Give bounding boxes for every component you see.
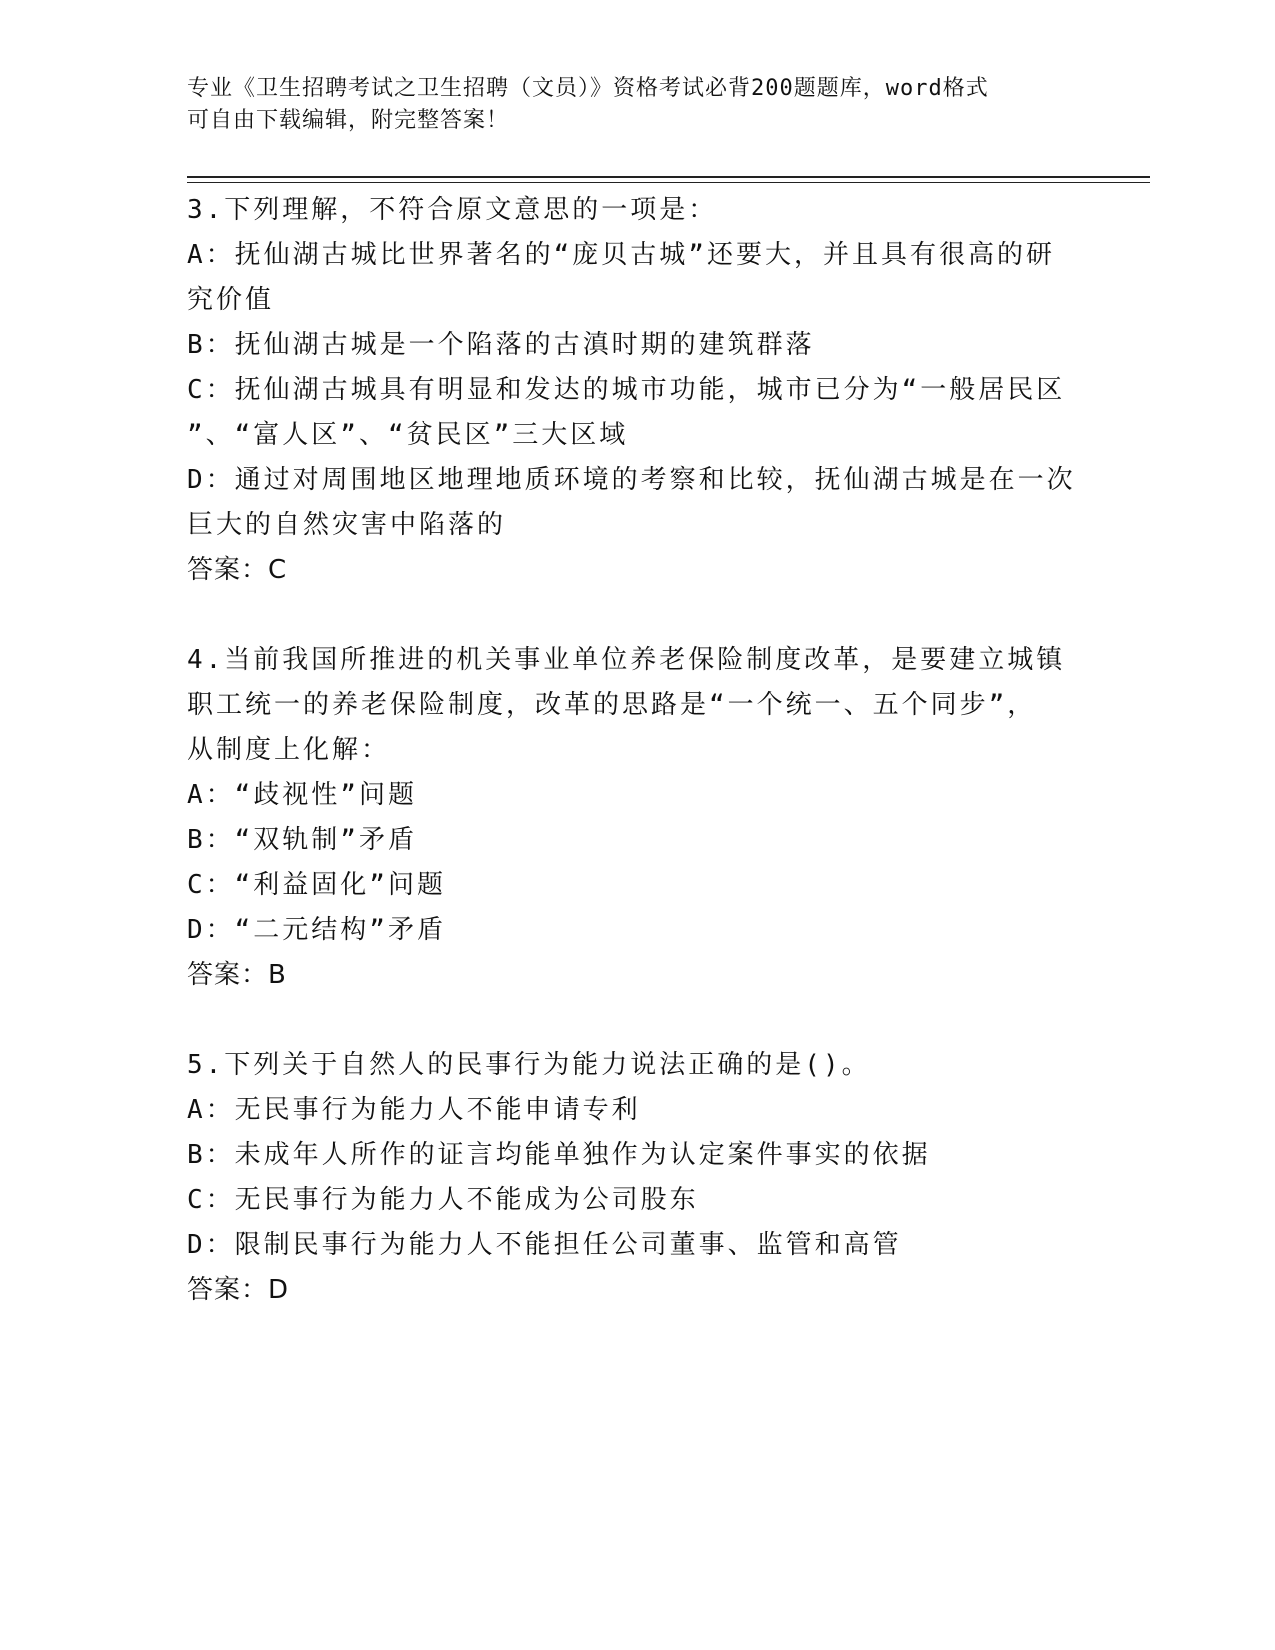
question-stem-continued: 职工统一的养老保险制度，改革的思路是“一个统一、五个同步”，: [187, 690, 1037, 720]
question-5: [187, 1043, 1087, 1313]
header-divider-thin: [187, 182, 1150, 183]
option-b: B：抚仙湖古城是一个陷落的古滇时期的建筑群落: [187, 330, 815, 360]
option-d: D：通过对周围地区地理地质环境的考察和比较，抚仙湖古城是在一次: [187, 465, 1076, 495]
option-a: A：抚仙湖古城比世界著名的“庞贝古城”还要大，并且具有很高的研: [187, 240, 1055, 270]
option-d: D：限制民事行为能力人不能担任公司董事、监管和高管: [187, 1230, 902, 1260]
option-a-continued: 究价值: [187, 285, 275, 315]
option-c-continued: ”、“富人区”、“贫民区”三大区域: [187, 420, 629, 450]
document-header: [187, 73, 1087, 137]
header-line: 专业《卫生招聘考试之卫生招聘（文员）》资格考试必背200题题库，word格式: [187, 76, 989, 101]
option-d: D：“二元结构”矛盾: [187, 915, 446, 945]
question-list: [187, 188, 1087, 1358]
answer-label: 答案：C: [187, 555, 288, 585]
option-a: A：无民事行为能力人不能申请专利: [187, 1095, 641, 1125]
option-c: C：“利益固化”问题: [187, 870, 446, 900]
option-c: C：无民事行为能力人不能成为公司股东: [187, 1185, 699, 1215]
question-stem: 3.下列理解，不符合原文意思的一项是：: [187, 195, 718, 225]
answer-label: 答案：D: [187, 1275, 290, 1305]
option-b: B：“双轨制”矛盾: [187, 825, 417, 855]
question-3: [187, 188, 1087, 593]
question-stem-continued: 从制度上化解：: [187, 735, 391, 765]
answer-label: 答案：B: [187, 960, 287, 990]
question-stem: 4.当前我国所推进的机关事业单位养老保险制度改革，是要建立城镇: [187, 645, 1066, 675]
option-d-continued: 巨大的自然灾害中陷落的: [187, 510, 507, 540]
option-c: C：抚仙湖古城具有明显和发达的城市功能，城市已分为“一般居民区: [187, 375, 1066, 405]
header-line: 可自由下载编辑，附完整答案！: [187, 108, 510, 133]
question-4: [187, 638, 1087, 998]
option-a: A：“歧视性”问题: [187, 780, 417, 810]
question-stem: 5.下列关于自然人的民事行为能力说法正确的是()。: [187, 1050, 871, 1080]
option-b: B：未成年人所作的证言均能单独作为认定案件事实的依据: [187, 1140, 931, 1170]
header-divider-thick: [187, 176, 1150, 178]
